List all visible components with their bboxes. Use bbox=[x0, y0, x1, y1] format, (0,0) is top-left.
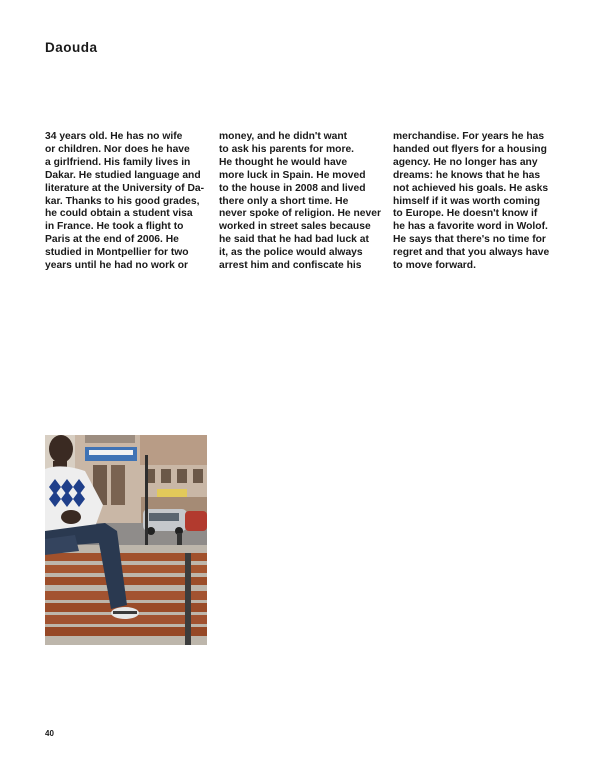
body-text-column-1 bbox=[45, 131, 217, 273]
portrait-photo bbox=[45, 435, 207, 645]
text-line: to move forward. bbox=[393, 260, 476, 272]
page-number: 40 bbox=[45, 729, 54, 738]
text-line: there only a short time. He bbox=[219, 195, 349, 207]
text-line: kar. Thanks to his good grades, bbox=[45, 195, 200, 207]
text-line: studied in Montpellier for two bbox=[45, 247, 189, 259]
text-line: worked in street sales because bbox=[219, 221, 371, 233]
text-line: in France. He took a flight to bbox=[45, 221, 184, 233]
text-line: never spoke of religion. He never bbox=[219, 208, 381, 220]
text-line: or children. Nor does he have bbox=[45, 143, 190, 155]
text-line: arrest him and confiscate his bbox=[219, 260, 362, 272]
text-line: not achieved his goals. He asks bbox=[393, 182, 549, 194]
text-line: to Europe. He doesn't know if bbox=[393, 208, 538, 220]
page-title: Daouda bbox=[45, 40, 98, 55]
text-line: Dakar. He studied language and bbox=[45, 169, 201, 181]
text-line: literature at the University of Da- bbox=[45, 182, 205, 194]
text-line: agency. He no longer has any bbox=[393, 156, 538, 168]
text-line: to ask his parents for more. bbox=[219, 143, 355, 155]
text-line: regret and that you always have bbox=[393, 247, 550, 259]
text-line: he said that he had bad luck at bbox=[219, 234, 369, 246]
text-line: he could obtain a student visa bbox=[45, 208, 193, 220]
text-line: dreams: he knows that he has bbox=[393, 169, 541, 181]
text-line: he has a favorite word in Wolof. bbox=[393, 221, 548, 233]
text-line: handed out flyers for a housing bbox=[393, 143, 547, 155]
text-line: a girlfriend. His family lives in bbox=[45, 156, 191, 168]
text-line: He thought he would have bbox=[219, 156, 348, 168]
text-line: 34 years old. He has no wife bbox=[45, 131, 183, 142]
body-text-column-3 bbox=[393, 131, 565, 273]
text-line: to the house in 2008 and lived bbox=[219, 182, 366, 194]
text-line: Paris at the end of 2006. He bbox=[45, 234, 179, 246]
text-line: money, and he didn't want bbox=[219, 131, 348, 142]
body-text-column-2 bbox=[219, 131, 391, 273]
text-line: He says that there's no time for bbox=[393, 234, 546, 246]
text-line: himself if it was worth coming bbox=[393, 195, 541, 207]
text-line: more luck in Spain. He moved bbox=[219, 169, 366, 181]
text-line: years until he had no work or bbox=[45, 260, 189, 272]
text-line: merchandise. For years he has bbox=[393, 131, 545, 142]
text-line: it, as the police would always bbox=[219, 247, 363, 259]
